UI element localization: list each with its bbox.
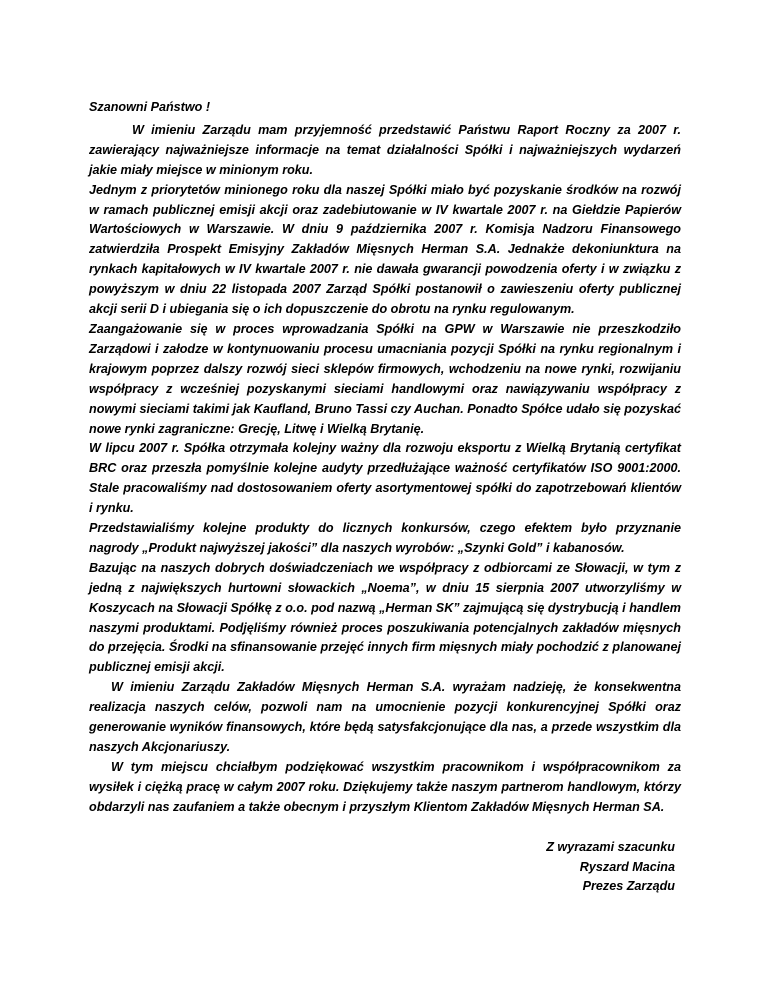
paragraph-thanks: W tym miejscu chciałbym podziękować wszystkim pracownikom i współpracownikom za wysiłek i ciężką pracę w całym 2007 roku. Dziękujemy także naszym partnerom handlowym, którzy obdarzyli nas zaufaniem a także obecnym i przyszłym Klientom Zakładów Mięsnych Herman SA. — [89, 759, 681, 814]
paragraph-market-development: Zaangażowanie się w proces wprowadzania Spółki na GPW w Warszawie nie przeszkodziło Zarządowi i załodze w kontynuowaniu procesu umacniania pozycji Spółki na rynku regionalnym i krajowym poprzez dalszy rozwój sieci sklepów firmowych, wchodzeniu na nowe rynki, rozwijaniu współpracy z wcześniej pozyskanymi sieciami handlowymi oraz nawiązywaniu współpracy z nowymi sieciami takimi jak Kaufland, Bruno Tassi czy Auchan. Ponadto Spółce udało się pozyskać nowe rynki zagraniczne: Grecję, Litwę i Wielką Brytanię. — [89, 321, 681, 436]
paragraph-ipo: Jednym z priorytetów minionego roku dla naszej Spółki miało być pozyskanie środków na rozwój w ramach publicznej emisji akcji oraz zadebiutowanie w IV kwartale 2007 r. na Giełdzie Papierów Wartościowych w Warszawie. W dniu 9 października 2007 r. Komisja Nadzoru Finansowego zatwierdziła Prospekt Emisyjny Zakładów Mięsnych Herman S.A. Jednakże dekoniunktura na rynkach kapitałowych w IV kwartale 2007 r. nie dawała gwarancji powodzenia oferty i w związku z powyższym w dniu 22 listopada 2007 Zarząd Spółki postanowił o zawieszeniu oferty publicznej akcji serii D i ubiegania się o ich dopuszczenie do obrotu na rynku regulowanym. — [89, 182, 681, 317]
paragraph-intro: W imieniu Zarządu mam przyjemność przedstawić Państwu Raport Roczny za 2007 r. zawierający najważniejsze informacje na temat działalności Spółki i najważniejszych wydarzeń jakie miały miejsce w minionym roku. — [89, 122, 681, 177]
signature-name: Ryszard Macina — [579, 859, 675, 874]
signature-title: Prezes Zarządu — [582, 879, 675, 894]
salutation: Szanowni Państwo ! — [89, 100, 211, 114]
paragraph-awards: Przedstawialiśmy kolejne produkty do licznych konkursów, czego efektem było przyznanie nagrody „Produkt najwyższej jakości” dla naszych wyrobów: „Szynki Gold” i kabanosów. — [89, 521, 681, 555]
paragraph-outlook: W imieniu Zarządu Zakładów Mięsnych Herman S.A. wyrażam nadzieję, że konsekwentna realizacja naszych celów, pozwoli nam na umocnienie pozycji konkurencyjnej Spółki oraz generowanie wyników finansowych, które będą satysfakcjonujące dla nas, a przede wszystkim dla naszych Akcjonariuszy. — [89, 680, 681, 754]
paragraph-certification: W lipcu 2007 r. Spółka otrzymała kolejny ważny dla rozwoju eksportu z Wielką Brytanią certyfikat BRC oraz przeszła pomyślnie kolejne audyty przedłużające ważność certyfikatów ISO 9001:2000. Stale pracowaliśmy nad dostosowaniem oferty asortymentowej spółki do zapotrzebowań klientów i rynku. — [89, 441, 681, 516]
signature-block — [89, 838, 681, 898]
letter-page — [89, 98, 681, 897]
paragraph-slovakia: Bazując na naszych dobrych doświadczeniach we współpracy z odbiorcami ze Słowacji, w tym z jedną z największych hurtowni słowackich „Noema”, w dniu 15 sierpnia 2007 utworzyliśmy w Koszycach na Słowacji Spółkę z o.o. pod nazwą „Herman SK” zajmującą się dystrybucją i handlem naszymi produktami. Podjęliśmy również proces poszukiwania potencjalnych zakładów mięsnych do przejęcia. Środki na sfinansowanie przejęć innych firm mięsnych miały pochodzić z planowanej publicznej emisji akcji. — [89, 560, 681, 675]
signature-closing: Z wyrazami szacunku — [546, 839, 675, 854]
